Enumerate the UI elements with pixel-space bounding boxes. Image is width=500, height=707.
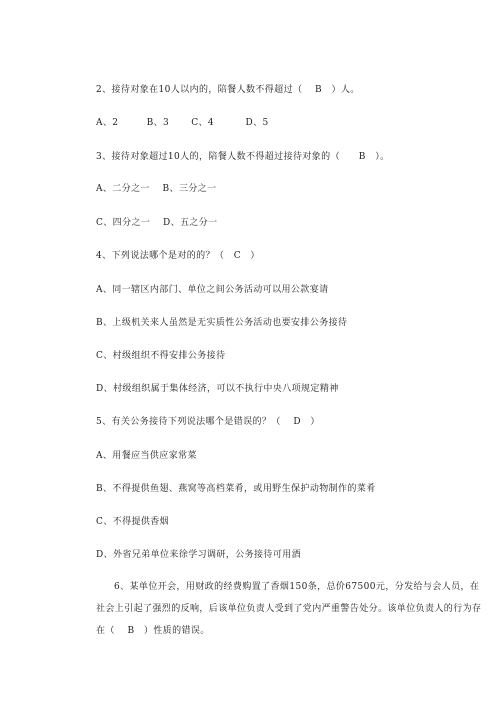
question-6-paragraph xyxy=(96,576,482,642)
question-5-option-d: D、外省兄弟单位来徐学习调研，公务接待可用酒 xyxy=(96,550,302,560)
question-5-stem: 5、有关公务接待下列说法哪个是错误的？（ D ） xyxy=(96,417,320,427)
question-4-option-d: D、村级组织属于集体经济，可以不执行中央八项规定精神 xyxy=(96,384,339,394)
question-5-option-c: C、不得提供香烟 xyxy=(96,517,170,527)
question-4-option-a: A、同一辖区内部门、单位之间公务活动可以用公款宴请 xyxy=(96,285,329,295)
question-2-stem: 2、接待对象在10人以内的，陪餐人数不得超过（ B ）人。 xyxy=(96,85,360,95)
question-6-line-2: 社会上引起了强烈的反响，后该单位负责人受到了党内严重警告处分。该单位负责人的行为存 xyxy=(96,604,482,614)
question-4-option-b: B、上级机关来人虽然是无实质性公务活动也要安排公务接待 xyxy=(96,318,348,328)
question-3-stem: 3、接待对象超过10人的，陪餐人数不得超过接待对象的（ B ）。 xyxy=(96,152,390,162)
question-2-options: A、2 B、3 C、4 D、5 xyxy=(96,118,269,128)
question-4-option-c: C、村级组织不得安排公务接待 xyxy=(96,351,226,361)
question-6-line-1: 6、某单位开会，用财政的经费购置了香烟150条，总价67500元，分发给与会人员，在 xyxy=(114,582,480,592)
question-3-options-ab: A、二分之一 B、三分之一 xyxy=(96,184,217,194)
question-6-line-3: 在（ B ）性质的错误。 xyxy=(96,626,210,636)
question-5-option-a: A、用餐应当供应家常菜 xyxy=(96,451,197,461)
question-3-options-cd: C、四分之一 D、五之分一 xyxy=(96,218,218,228)
question-5-option-b: B、不得提供鱼翅、燕窝等高档菜肴，或用野生保护动物制作的菜肴 xyxy=(96,484,376,494)
question-4-stem: 4、下列说法哪个是对的的？（ C ） xyxy=(96,251,260,261)
